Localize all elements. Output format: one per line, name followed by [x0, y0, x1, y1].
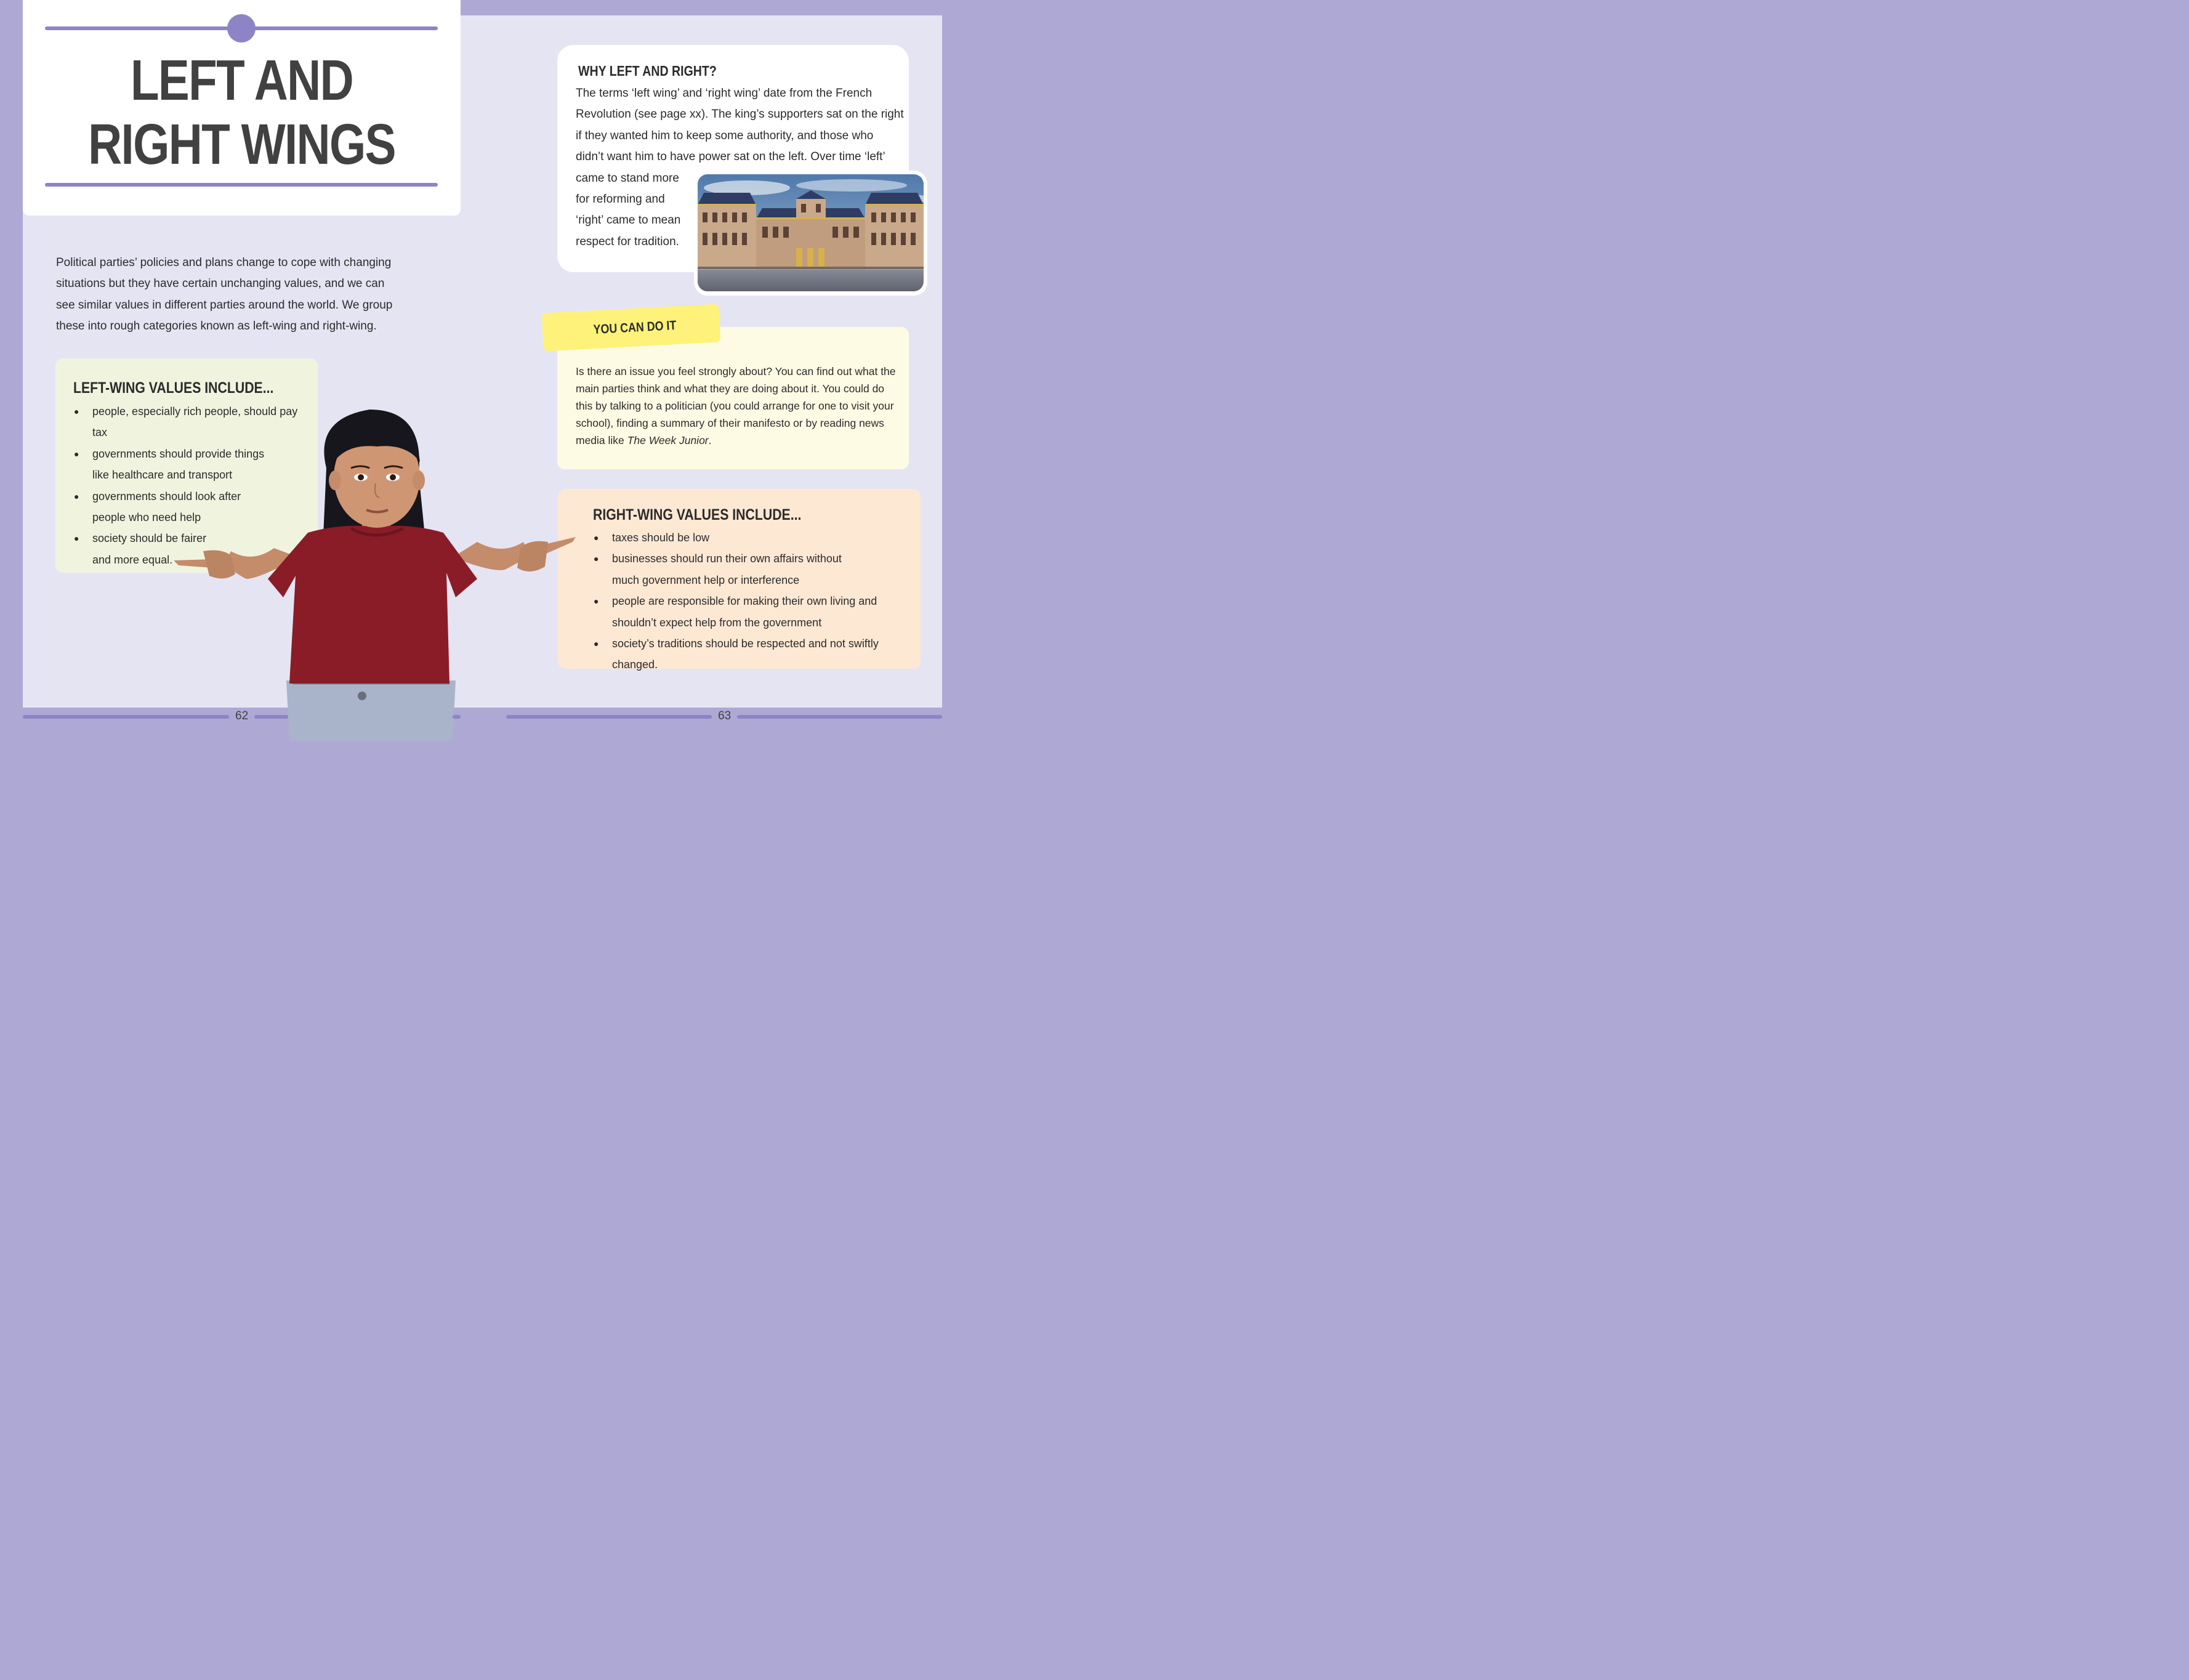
list-item: ● society should be fairer and more equal. [74, 528, 216, 570]
list-item: ● taxes should be low [594, 527, 908, 548]
list-item: ● governments should look after people who need help [74, 486, 277, 528]
publication-name: The Week Junior [627, 434, 709, 446]
why-line: ‘right’ came to mean [576, 214, 681, 227]
why-line: didn’t want him to have power sat on the left. Over time ‘left’ [576, 150, 885, 164]
page-number-right: 63 [718, 709, 732, 722]
page-number-left: 62 [235, 709, 249, 722]
footer-rule-left [23, 715, 229, 719]
list-item: ● people, especially rich people, should pay tax [74, 401, 302, 443]
you-can-do-it-label: YOU CAN DO IT [593, 318, 677, 337]
title-line-2: RIGHT WINGS [88, 112, 395, 176]
you-can-do-it-body: Is there an issue you feel strongly about? You can find out what the main parties think and what they are doing about it. You could do this by talking to a politician (you could arrange for one to visit your school), finding a summary of their manifesto or by reading news media like [576, 365, 896, 446]
book-spread [0, 0, 965, 741]
title-dot [227, 14, 256, 42]
footer-rule-left-2 [254, 715, 288, 719]
why-heading: WHY LEFT AND RIGHT? [578, 63, 717, 79]
title-line-1: LEFT AND [130, 48, 353, 112]
footer-rule-right-2 [737, 715, 942, 719]
girl-pointing-photo [166, 394, 585, 741]
right-wing-heading: RIGHT-WING VALUES INCLUDE... [593, 506, 802, 523]
list-item: ● society’s traditions should be respected and not swiftly changed. [594, 633, 908, 676]
title-bottom-rule [45, 183, 438, 187]
list-item: ● people are responsible for making their own living and shouldn’t expect help from the government [594, 591, 908, 633]
you-can-do-it-text [576, 363, 896, 449]
palace-photo [698, 174, 924, 291]
list-item: ● businesses should run their own affairs without much government help or interference [594, 548, 865, 591]
page-title [62, 48, 421, 176]
why-line: Revolution (see page xx). The king’s supporters sat on the right [576, 108, 904, 121]
why-line: came to stand more [576, 171, 679, 185]
footer-rule-left-3 [453, 715, 461, 719]
why-line: respect for tradition. [576, 235, 679, 248]
why-line: for reforming and [576, 193, 665, 206]
footer-rule-right [506, 715, 712, 719]
list-item: ● governments should provide things like healthcare and transport [74, 443, 277, 486]
why-line: The terms ‘left wing’ and ‘right wing’ date from the French [576, 87, 873, 100]
why-line: if they wanted him to keep some authority, and those who [576, 129, 874, 142]
right-wing-list [594, 527, 908, 676]
sentence-end: . [708, 434, 712, 446]
intro-paragraph: Political parties’ policies and plans change to cope with changing situations but they have certain unchanging values, and we can see similar values in different parties around the world. We group these into rough categories known as left-wing and right-wing. [56, 256, 393, 333]
left-wing-heading: LEFT-WING VALUES INCLUDE... [73, 379, 274, 397]
